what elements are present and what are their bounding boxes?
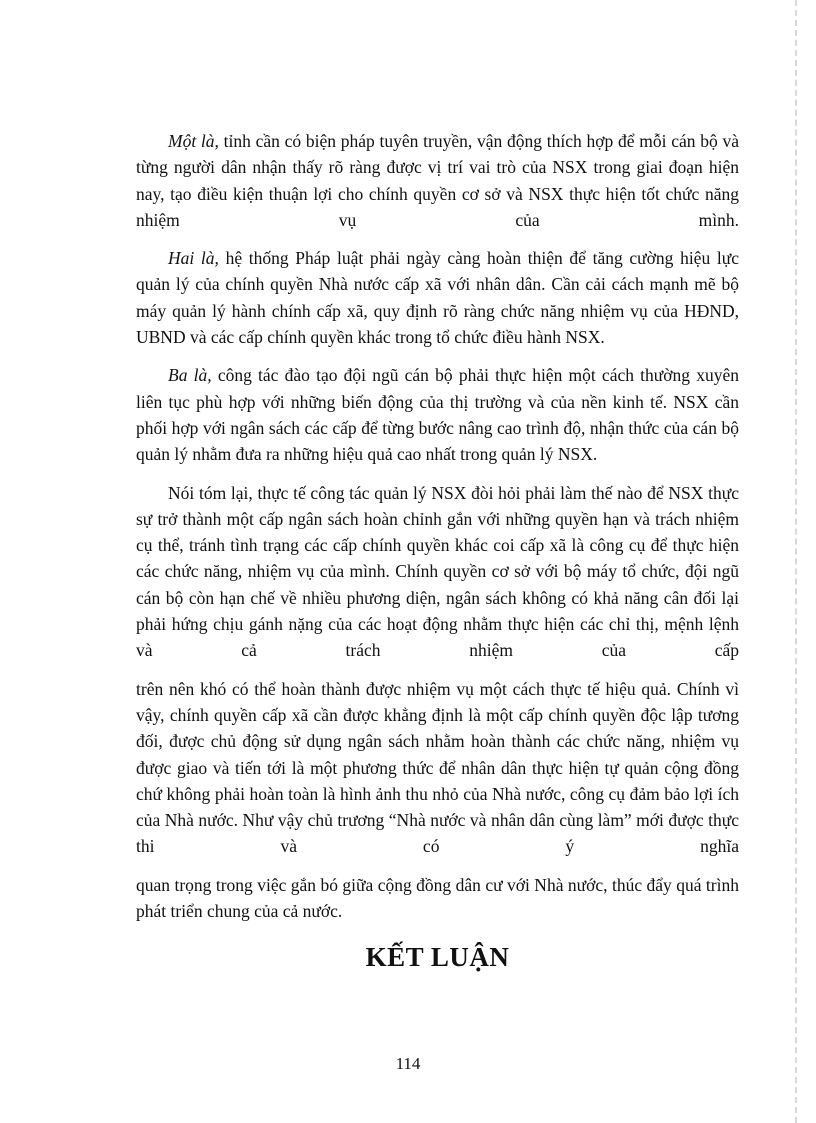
document-body: [136, 128, 739, 973]
paragraph-summary-end: quan trọng trong việc gắn bó giữa cộng đồng dân cư với Nhà nước, thúc đẩy quá trình phát triển chung của cả nước.: [136, 874, 739, 922]
section-heading: KẾT LUẬN: [365, 942, 510, 973]
paragraph-summary-continued: trên nên khó có thể hoàn thành được nhiệm vụ một cách thực tế hiệu quả. Chính vì vậy, chính quyền cấp xã cần được khẳng định là một cấp chính quyền độc lập tương đối, được chủ động sử dụng ngân sách nhằm hoàn thành các chức năng, nhiệm vụ được giao và tiến tới là một phương thức để nhân dân thực hiện tự quản cộng đồng chứ không phải hoàn toàn là hình ảnh thu nhỏ của Nhà nước, công cụ đảm bảo lợi ích của Nhà nước. Như vậy chủ trương “Nhà nước và nhân dân cùng làm” mới được thực thi và có ý nghĩa: [136, 678, 739, 857]
page-edge-dashed-line: [795, 0, 797, 1123]
paragraph-lead: Một là,: [168, 131, 219, 151]
paragraph-text: tỉnh cần có biện pháp tuyên truyền, vận động thích hợp để mỗi cán bộ và từng người dân nhận thấy rõ ràng được vị trí vai trò của NSX trong giai đoạn hiện nay, tạo điều kiện thuận lợi cho chính quyền cơ sở và NSX thực hiện tốt chức năng nhiệm vụ của mình.: [136, 131, 739, 230]
page-number: 114: [395, 1054, 421, 1073]
paragraph-summary: Nói tóm lại, thực tế công tác quản lý NSX đòi hỏi phải làm thế nào để NSX thực sự trở thành một cấp ngân sách hoàn chỉnh gắn với những quyền hạn và trách nhiệm cụ thể, tránh tình trạng các cấp chính quyền khác coi cấp xã là công cụ để thực hiện các chức năng, nhiệm vụ của mình. Chính quyền cơ sở với bộ máy tổ chức, đội ngũ cán bộ còn hạn chế về nhiều phương diện, ngân sách không có khả năng cân đối lại phải hứng chịu gánh nặng của các hoạt động nhằm thực hiện các chỉ thị, mệnh lệnh và cả trách nhiệm của cấp: [136, 482, 739, 661]
paragraph-text: hệ thống Pháp luật phải ngày càng hoàn thiện để tăng cường hiệu lực quản lý của chính quyền Nhà nước cấp xã với nhân dân. Cần cải cách mạnh mẽ bộ máy quản lý hành chính cấp xã, quy định rõ ràng chức năng nhiệm vụ của HĐND, UBND và các cấp chính quyền khác trong tổ chức điều hành NSX.: [136, 248, 739, 348]
paragraph-text: công tác đào tạo đội ngũ cán bộ phải thực hiện một cách thường xuyên liên tục phù hợp với những biến động của thị trường và của nền kinh tế. NSX cần phối hợp với ngân sách các cấp để từng bước nâng cao trình độ, nhận thức của cán bộ quản lý nhằm đưa ra những hiệu quả cao nhất trong quản lý NSX.: [136, 365, 739, 465]
paragraph-lead: Hai là,: [168, 248, 219, 269]
paragraph-ba-la: [136, 362, 739, 467]
paragraph-lead: Ba là,: [168, 365, 212, 386]
paragraph-hai-la: [136, 245, 739, 350]
paragraph-mot-la: [136, 128, 739, 233]
